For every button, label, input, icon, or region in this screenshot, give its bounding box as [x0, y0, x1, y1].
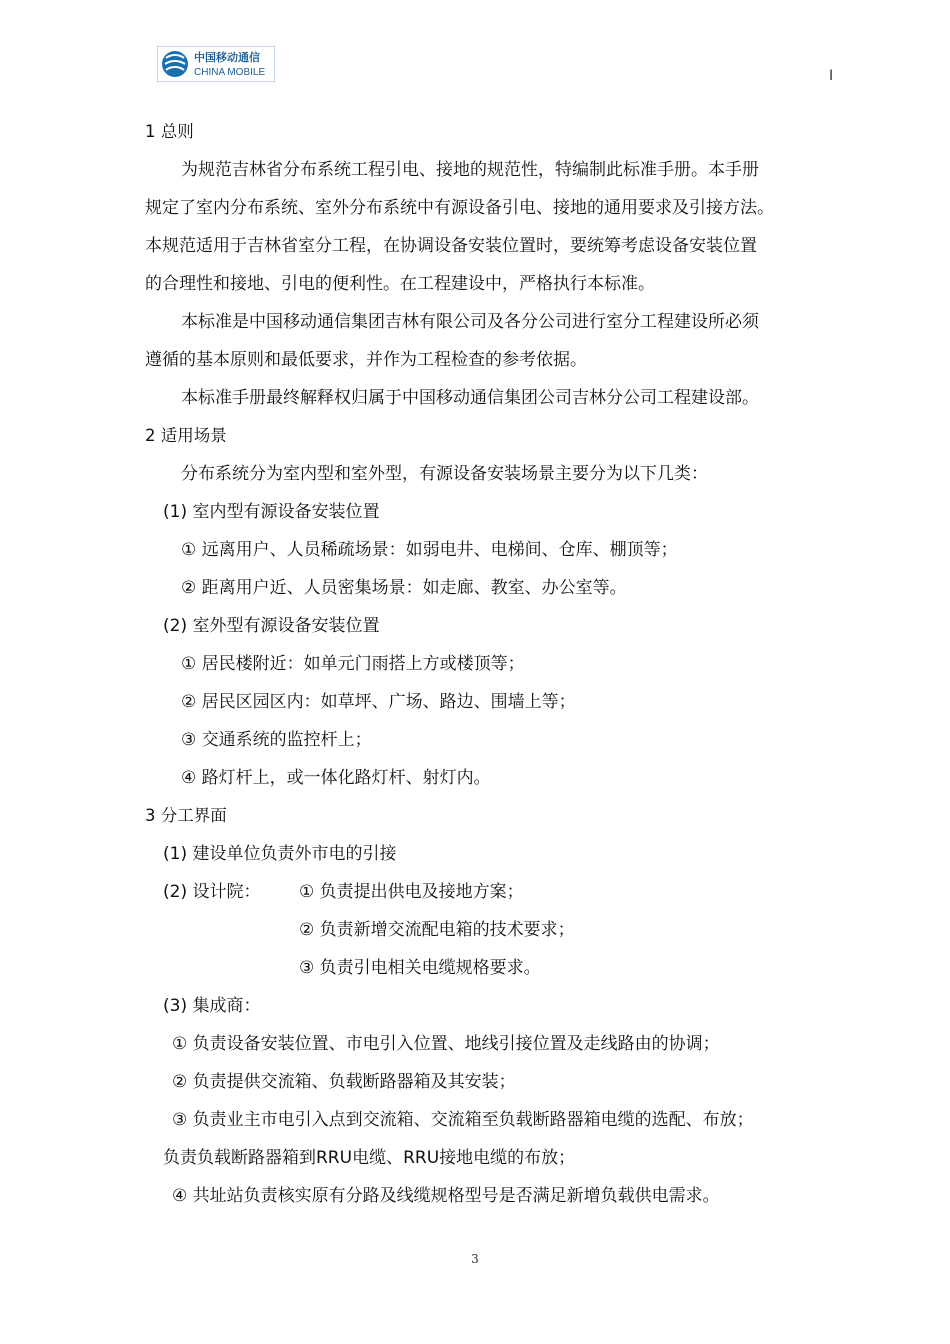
s3-item-3-label: (3) 集成商：: [163, 996, 261, 1016]
s1-p1-line-4: 的合理性和接地、引电的便利性。在工程建设中，严格执行本标准。: [145, 274, 655, 294]
s1-p1-line-2: 规定了室内分布系统、室外分布系统中有源设备引电、接地的通用要求及引接方法。: [145, 198, 774, 218]
s3-item-3-line-5: ④ 共址站负责核实原有分路及线缆规格型号是否满足新增负载供电需求。: [172, 1186, 720, 1206]
s2-outdoor-item-2: ② 居民区园区内：如草坪、广场、路边、围墙上等；: [181, 692, 576, 712]
s1-p3: 本标准手册最终解释权归属于中国移动通信集团公司吉林分公司工程建设部。: [181, 388, 759, 408]
s2-intro: 分布系统分为室内型和室外型，有源设备安装场景主要分为以下几类：: [181, 464, 708, 484]
china-mobile-logo-graphic: [157, 46, 275, 82]
s2-outdoor-title: (2) 室外型有源设备安装位置: [163, 616, 380, 636]
s2-indoor-item-2: ② 距离用户近、人员密集场景：如走廊、教室、办公室等。: [181, 578, 627, 598]
s3-item-3-line-2: ② 负责提供交流箱、负载断路器箱及其安装；: [172, 1072, 516, 1092]
s1-p1-line-1: 为规范吉林省分布系统工程引电、接地的规范性，特编制此标准手册。本手册: [181, 160, 759, 180]
header-mark: I: [829, 68, 834, 84]
s3-item-2-label: (2) 设计院：: [163, 882, 261, 902]
s2-outdoor-item-4: ④ 路灯杆上，或一体化路灯杆、射灯内。: [181, 768, 491, 788]
s2-outdoor-item-1: ① 居民楼附近：如单元门雨搭上方或楼顶等；: [181, 654, 525, 674]
s2-indoor-item-1: ① 远离用户、人员稀疏场景：如弱电井、电梯间、仓库、棚顶等；: [181, 540, 678, 560]
logo-en-text: CHINA MOBILE: [194, 67, 266, 78]
s3-item-2-line-3: ③ 负责引电相关电缆规格要求。: [299, 958, 541, 978]
s1-p2-line-2: 遵循的基本原则和最低要求，并作为工程检查的参考依据。: [145, 350, 587, 370]
section-2-heading: 2 适用场景: [145, 426, 227, 445]
logo-cn-text: 中国移动通信: [194, 51, 260, 64]
s3-item-2-line-2: ② 负责新增交流配电箱的技术要求；: [299, 920, 575, 940]
s3-item-3-line-3: ③ 负责业主市电引入点到交流箱、交流箱至负载断路器箱电缆的选配、布放；: [172, 1110, 754, 1130]
s1-p2-line-1: 本标准是中国移动通信集团吉林有限公司及各分公司进行室分工程建设所必须: [181, 312, 759, 332]
section-3-heading: 3 分工界面: [145, 806, 227, 825]
s1-p1-line-3: 本规范适用于吉林省室分工程，在协调设备安装位置时，要统筹考虑设备安装位置: [145, 236, 757, 256]
s3-item-2-line-1: ① 负责提出供电及接地方案；: [299, 882, 524, 902]
china-mobile-logo: [157, 46, 275, 82]
s3-item-1: (1) 建设单位负责外市电的引接: [163, 844, 397, 864]
s3-item-3-line-4: 负责负载断路器箱到RRU电缆、RRU接地电缆的布放；: [163, 1148, 576, 1168]
s3-item-3-line-1: ① 负责设备安装位置、市电引入位置、地线引接位置及走线路由的协调；: [172, 1034, 720, 1054]
page-number: 3: [471, 1252, 479, 1266]
s2-outdoor-item-3: ③ 交通系统的监控杆上；: [181, 730, 372, 750]
section-1-heading: 1 总则: [145, 122, 194, 141]
s2-indoor-title: (1) 室内型有源设备安装位置: [163, 502, 380, 522]
